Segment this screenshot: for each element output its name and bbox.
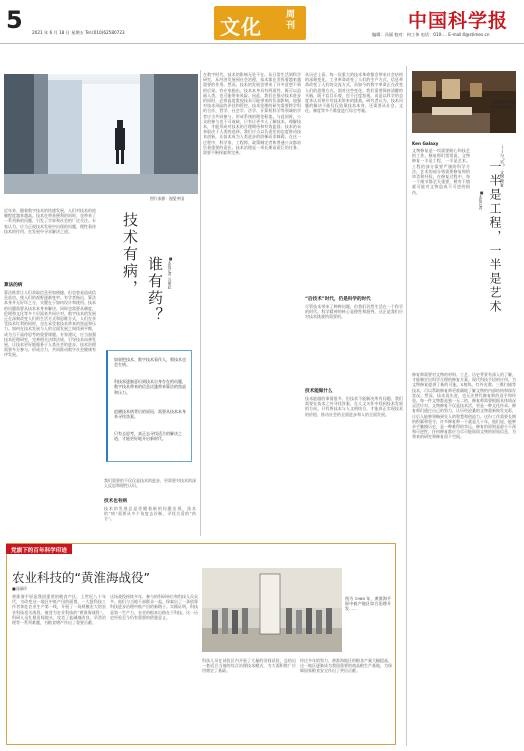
article-photo-group [202,568,342,652]
special-section-tag: 党旗下的百年科学印迹 [6,544,72,554]
photo-credit: 图片来源：视觉中国 [150,196,185,201]
body-text-block: 技术的发展总是伴随着新的问题出现，技术的“病”需要从多个角度去诊断，寻找合适的“药方”。 [104,506,196,522]
body-text-block: 我们需要的不仅仅是技术的进步，更需要对技术的深入反思和理性认识。 [104,478,196,489]
body-text-block: 在数字时代，技术的影响无处不在。从日常生活到科学研究，从经济发展到社会治理，技术都在发挥着越来越重要的作用。然而，技术的发展也带来了许多意想不到的后果。有专家指出，技术本身具有两面性，既可以造福人类，也可能带来风险。因此，我们在推动技术进步的同时，必须高度重视技术可能带来的负面影响，加强对技术风险的评估和管控。技术伦理的研究需要跨学科的合作，哲学、社会学、法学、计算机科学等领域的学者应当共同参与，形成系统的理论框架。与此同时，公众的参与也不可或缺，只有让更多人了解技术、理解技术，才能形成对技术的合理期待和有效监督。技术的未来取决于人类的选择，我们应当以负责任的态度推动技术创新，让技术成为人类进步的阶梯而非障碍。在这一过程中，科学家、工程师、政策制定者和普通公众都肩负着重要的责任。技术治理是一项长期而艰巨的任务，需要不断探索和完善。 [203,72,301,156]
column-rule [406,66,407,746]
body-text-block: 近年来，随着数字技术的快速发展，人们对技术的依赖程度越来越高。技术在带来便利的同时，也带来了一系列新的问题，引发了学界和社会的广泛关注。专家认为，应当正视技术发展中出现的问题，理性看待技术的作用，在发展中寻求解决之道。 [4,208,96,234]
photo-caption-right: 文物修复与修复现场的环境照片。 [491,100,517,114]
right-first-word: Ken Galaxy [412,141,439,146]
pull-quote-para: 只有去思考，真正去寻找适合的解决之道，才能更好地开启新时代。 [114,431,182,442]
special-byline: ■冯丽玲 [12,586,27,591]
pull-quote-para: 追溯技术病背后的原因，需要从技术本身来寻找答案。 [114,409,186,420]
photo-corridor-graphic [4,74,198,194]
body-text-block: 尽管技术带来了种种问题，但我们仍然生活在一个科学的时代。科学精神的核心是理性和批判，这正是我们应对技术挑战所需要的。 [305,304,403,320]
article-title: 技术有病， [121,212,139,297]
right-lead: ——与“实”：文物修复 [500,145,505,188]
section-subtitle: 周刊 [286,10,296,31]
subhead-1: 算法的病 [4,283,23,288]
section-banner [214,6,306,40]
special-article-title: 农业科技的“黄淮海战役” [12,570,150,585]
newspaper-masthead: 中国科学报 [408,10,509,32]
subhead-3: 技术能做什么 [305,389,333,394]
body-text-block: 修复师需要对文物的材料、工艺、历史背景有深入的了解，才能制定出科学合理的修复方案。现代科技手段的应用，为文物修复提供了新的可能。X射线、红外光谱、三维扫描等技术，可以帮助修复师更准确地了解文物的内部结构和保存状况。然而，技术再先进，也无法替代修复师的双手和经验。每一件文物都是独一无二的，修复师需要根据具体情况灵活应对。文物修复不仅是技术活，更是一种文化传承。修复师们通过自己的努力，让历经沧桑的文物重新焕发光彩，让后人能够领略到先人的智慧和创造力。这份工作需要长期的积累和坚守，许多修复师一干就是几十年。他们说，能够亲手触摸历史，是一种难得的幸运。修复的原则是最小干预和可逆性，任何修复都应当尽可能保留文物的原始信息，为将来的研究和修复留下空间。 [412,372,516,440]
body-text-block: 这场战役持续多年，参与的科研单位和科技人员众多。他们与当地干部群众一起，探索出了一条依靠科技进步治理中低产田的新路子。实践证明，科技是第一生产力，农业的根本出路在于科技。这一历史经验至今仍有重要的借鉴意义。 [110,594,198,620]
body-text-block: 科技人员在试验区内开展了大量的田间试验，总结出一套适合当地的综合治理技术模式，为大面积推广应用奠定了基础。 [202,658,296,674]
photo-caption-special: 图为 1988 年，黄淮海平原中低产地区综合治理开发…… [345,596,391,612]
article-title-second: 谁有药？ [146,256,164,324]
article-photo-corridor [4,74,198,194]
body-text-block: 从历史上看，每一次重大的技术革命都会带来社会结构的深刻变化。工业革命改变了人们的生产方式，信息革命改变了人们的交流方式，而如今的数字革命正在改变人们的思维方式。面对这些变化，我们需要保持清醒的头脑，既不盲目乐观，也不过度悲观，而是以科学的态度来认识和应对技术带来的挑战。研究者认为，技术问题的解决不能仅仅依靠技术本身，还需要从社会、文化、制度等多个维度进行综合考量。 [305,72,403,114]
pull-quote-box [106,350,192,462]
body-text-block: 经过多年的努力，黄淮海地区的粮食产量大幅提高，这一地区逐渐成为我国重要的商品粮生产基地，为保障国家粮食安全作出了突出贡献。 [300,658,392,674]
subhead-2: 技术也有病 [104,499,127,504]
section-title: 文化 [220,15,262,39]
article-byline: ■本报记者 冯丽妃 [168,256,173,289]
page-number: 5 [6,6,23,34]
body-text-block: 文物修复是一项需要耐心和技艺的工作。修复师们常常说，文物修复一半是工程，一半是艺术。工程的部分需要严谨的科学方法，艺术的部分则需要修复师的审美和经验。在修复过程中，每一个细节都至关重要，稍有不慎就可能对文物造成不可逆的损伤。 [412,148,470,195]
right-byline: ■本报记者 [479,190,484,211]
pull-quote-para: 科技界逐渐意识到技术自身存在的问题，数字技术带来的信息泛滥带来算法的焦虑和压力。 [114,379,186,395]
body-text-block: 算法推荐让人们获取信息更加便捷，但也容易造成信息茧房，使人们的视野逐渐变窄。有学者指出，算法本身并无好坏之分，关键在于如何设计和使用。技术的问题需要从技术本身来解决，同时也需要从制度、伦理和文化等多个层面来共同应对。数字技术的发展正在深刻改变人们的生活方式和思维方式，人们在享受技术红利的同时，也在承受着技术带来的焦虑和压力。如何在技术发展与人的全面发展之间找到平衡，成为当下亟待思考的重要课题。专家建议，应当加强技术伦理研究，完善相关法律法规，引导技术向善发展，让技术更好地服务于人类社会的进步。技术治理需要多方参与，形成合力，共同推动数字社会健康有序发展。 [4,290,96,358]
body-text-block: 黄淮海平原是我国重要的粮食产区。上世纪八十年代，为改变这一地区中低产田的面貌，一大批科技工作者奔赴农业生产第一线，开展了一场规模宏大的农业科技攻关战役，被誉为农业科技的“黄淮海战役”。科研人员扎根田间地头，攻克了盐碱地改良、旱涝治理等一系列难题，为粮食增产作出了重要贡献。 [12,594,106,626]
page-header [0,0,524,44]
editor-contacts: 编辑：冯丽 校对：何工伟 电话：010-… E-mail:ll@stimes.cn [372,32,490,37]
subhead-mid: “后技术”时代，仍是科学的时代 [305,297,371,302]
column-rule [200,70,201,536]
right-article-title: 一半是工程，一半是艺术 [488,160,502,314]
photo-group-graphic [202,568,342,652]
date-line: 2021 年 6 月 18 日 星期五 Tel:(010)62580723 [32,30,125,35]
pull-quote-para: 如果把技术、数字技术看作人，那技术也会生病。 [114,357,186,368]
body-text-block: 技术能做的事情很多，但技术不能解决所有问题。我们需要在技术之外寻找答案，在人文关怀中找到技术发展的方向。只有将技术与人文相结合，才能真正实现技术的价值，推动社会的全面进步和人的全面发展。 [305,396,403,417]
